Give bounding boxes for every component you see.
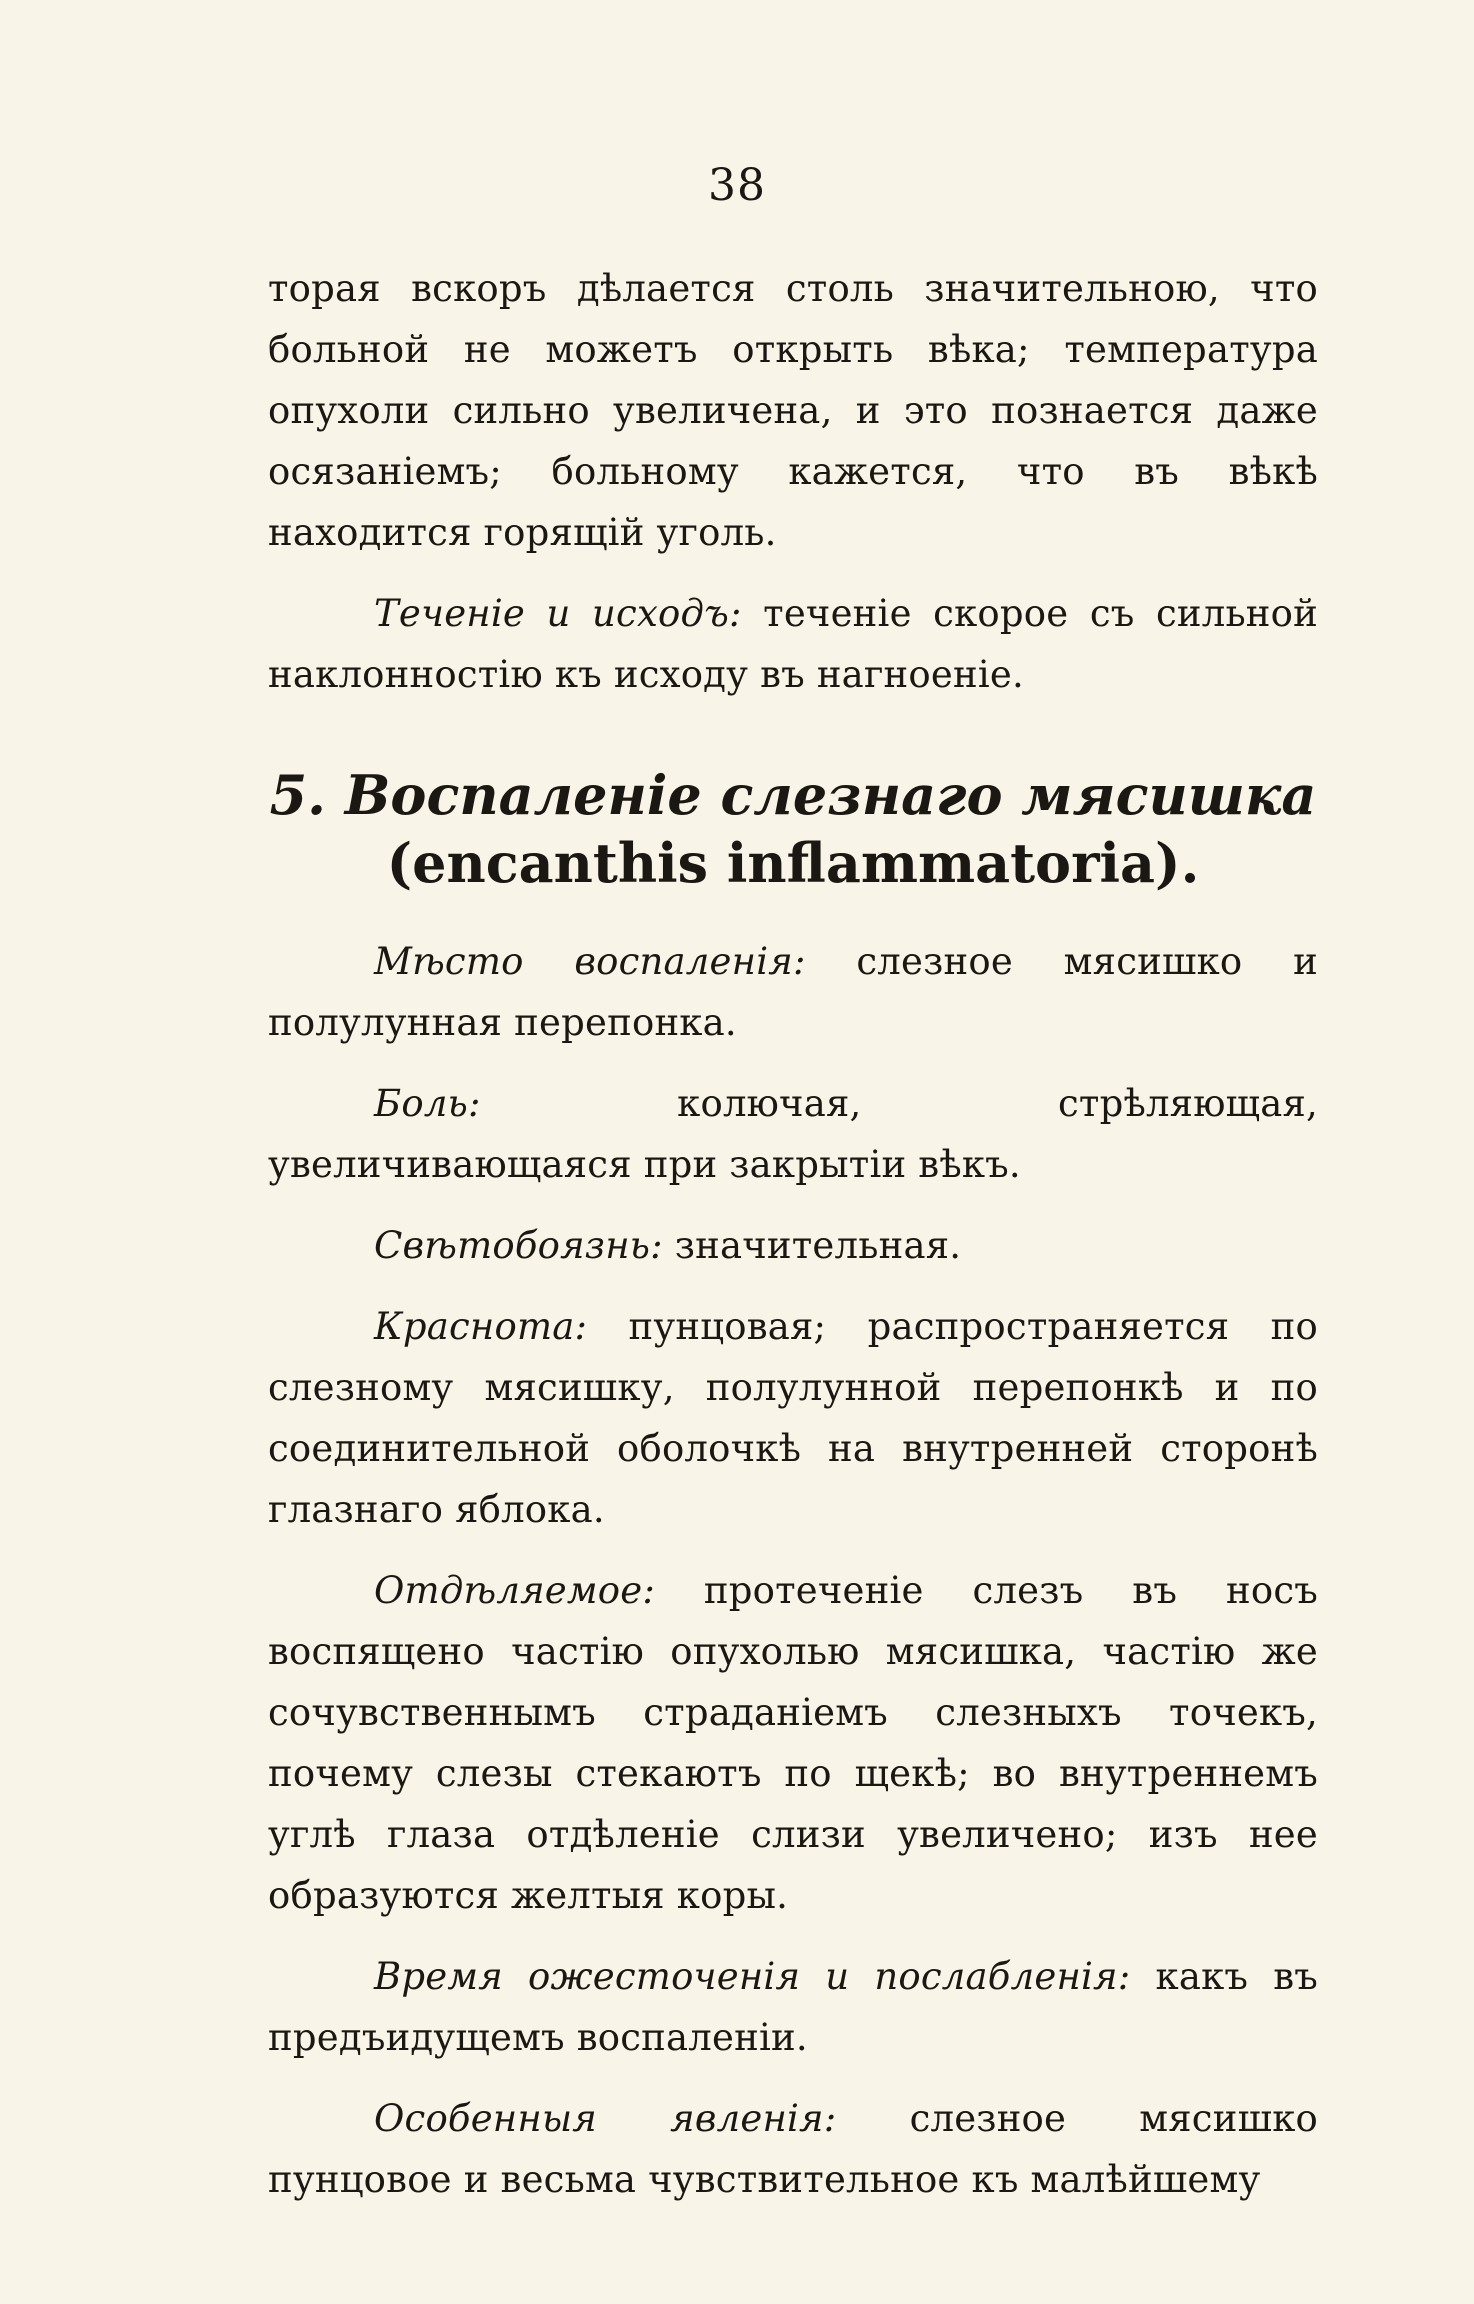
section-number: 5.	[269, 763, 326, 827]
paragraph-text: значительная.	[662, 1224, 962, 1267]
paragraph-discharge	[268, 1560, 1318, 1926]
paragraph-term: Время ожесточенія и послабленія:	[374, 1955, 1131, 1998]
paragraph-text: пунцовая; распространяется по слезному мясишку, полулунной перепонкѣ и по соединительной оболочкѣ на внутренней сторонѣ глазнаго яблока.	[268, 1305, 1318, 1531]
section-latin-title: (encanthis inflammatoria).	[386, 831, 1200, 895]
paragraph-place	[268, 931, 1318, 1053]
paragraph-exacerbation	[268, 1946, 1318, 2068]
section-title: Воспаленіе слезнаго мясишка	[344, 763, 1317, 827]
paragraph-text: теченіе скорое съ сильной наклонностію къ исходу въ нагноеніе.	[268, 592, 1318, 696]
paragraph-text: слезное мясишко и полулунная перепонка.	[268, 940, 1318, 1044]
page-number: 38	[708, 160, 766, 211]
paragraph-term: Отдѣляемое:	[374, 1569, 655, 1612]
paragraph-term: Свѣтобоязнь:	[374, 1224, 663, 1267]
paragraph-term: Боль:	[374, 1082, 481, 1125]
paragraph-term: Теченіе и исходъ:	[374, 592, 742, 635]
paragraph-redness	[268, 1296, 1318, 1540]
paragraph-pain	[268, 1073, 1318, 1195]
paragraph-course	[268, 583, 1318, 705]
paragraph-term: Мѣсто воспаленія:	[374, 940, 806, 983]
paragraph-photophobia	[268, 1215, 1318, 1276]
paragraph-text: протеченіе слезъ въ носъ воспящено частію опухолью мясишка, частію же сочувственнымъ страданіемъ слезныхъ точекъ, почему слезы стекаютъ по щекѣ; во внутреннемъ углѣ глаза отдѣленіе слизи увеличено; изъ нее образуются желтыя коры.	[268, 1569, 1318, 1917]
body-text	[268, 258, 1318, 2210]
paragraph-text: торая вскоръ дѣлается столь значительною, что больной не можетъ открыть вѣка; температура опухоли сильно увеличена, и это познается даже осязаніемъ; больному кажется, что въ вѣкѣ находится горящій уголь.	[268, 267, 1318, 554]
paragraph-term: Краснота:	[374, 1305, 588, 1348]
paragraph-special	[268, 2088, 1318, 2210]
section-heading	[268, 761, 1318, 897]
paragraph-text: слезное мясишко пунцовое и весьма чувствительное къ малѣйшему	[268, 2097, 1318, 2201]
paragraph-term: Особенныя явленія:	[374, 2097, 837, 2140]
paragraph-continuation	[268, 258, 1318, 563]
paragraph-text: колючая, стрѣляющая, увеличивающаяся при закрытіи вѣкъ.	[268, 1082, 1318, 1186]
paragraph-text: какъ въ предъидущемъ воспаленіи.	[268, 1955, 1319, 2059]
